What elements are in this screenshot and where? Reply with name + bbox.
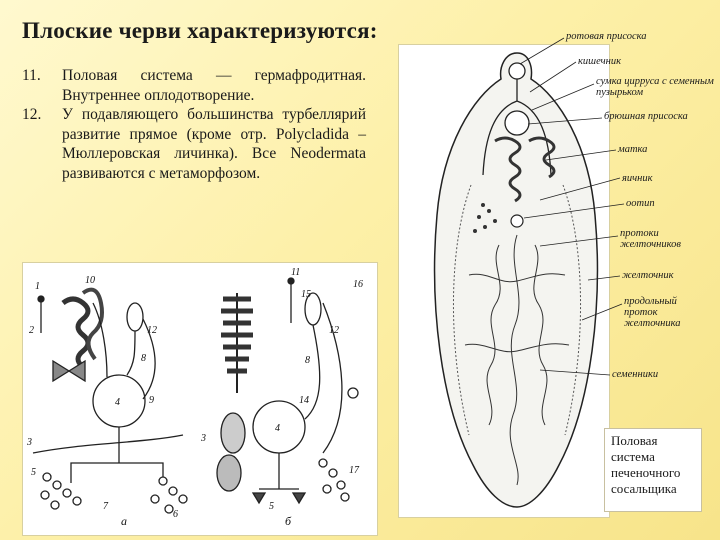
fluke-label: протоки желточников — [620, 228, 681, 250]
fluke-label: желточник — [622, 270, 674, 281]
slide-title: Плоские черви характеризуются: — [22, 18, 378, 43]
point-item — [22, 105, 366, 183]
diagram-b-number: 5 — [269, 501, 274, 512]
fluke-label: семенники — [612, 369, 659, 380]
fluke-label: кишечник — [578, 56, 621, 67]
diagram-b-number: 4 — [275, 423, 280, 434]
diagram-a-number: 5 — [31, 467, 36, 478]
diagram-a-number: 12 — [147, 325, 157, 336]
points-list — [22, 66, 366, 183]
diagram-b-number: 14 — [299, 395, 309, 406]
point-item — [22, 66, 366, 105]
fluke-label: оотип — [626, 198, 655, 209]
reproductive-diagram-drawing — [23, 263, 377, 535]
diagram-b-number: 8 — [305, 355, 310, 366]
diagram-sublabel-a: а — [121, 514, 127, 528]
diagram-a-number: 4 — [115, 397, 120, 408]
fluke-caption: Половая система печеночного сосальщика — [604, 428, 702, 512]
diagram-b-number: 11 — [291, 267, 301, 278]
diagram-sublabel-b: б — [285, 514, 292, 528]
diagram-a-number: 3 — [27, 437, 32, 448]
fluke-label: брюшная присоска — [604, 111, 688, 122]
fluke-label: матка — [618, 144, 648, 155]
point-number: 12. — [22, 106, 42, 123]
fluke-label: сумка цирруса с семенным пузырьком — [596, 76, 714, 98]
diagram-a-number: 2 — [29, 325, 34, 336]
point-number: 11. — [22, 67, 41, 84]
diagram-b-number: 12 — [329, 325, 339, 336]
diagram-a-number: 6 — [173, 509, 178, 520]
liver-fluke-drawing — [399, 45, 609, 517]
diagram-b-number: 17 — [349, 465, 359, 476]
diagram-b-number: 3 — [201, 433, 206, 444]
fluke-label: яичник — [622, 173, 653, 184]
point-text: У подавляющего большинства турбеллярий развитие прямое (кроме отр. Polycladida – Мюллеровская личинка). Все Neodermata развиваются с метаморфозом. — [62, 106, 366, 182]
diagram-a-number: 1 — [35, 281, 40, 292]
fluke-label: продольный проток желточника — [624, 296, 681, 329]
diagram-a-number: 8 — [141, 353, 146, 364]
diagram-b-number: 16 — [353, 279, 363, 290]
diagram-a-number: 9 — [149, 395, 154, 406]
reproductive-diagram — [22, 262, 378, 536]
diagram-a-number: 10 — [85, 275, 95, 286]
fluke-label: ротовая присоска — [566, 31, 647, 42]
diagram-a-number: 7 — [103, 501, 108, 512]
liver-fluke-illustration — [398, 44, 610, 518]
diagram-b-number: 15 — [301, 289, 311, 300]
point-text: Половая система — гермафродитная. Внутреннее оплодотворение. — [62, 67, 366, 104]
